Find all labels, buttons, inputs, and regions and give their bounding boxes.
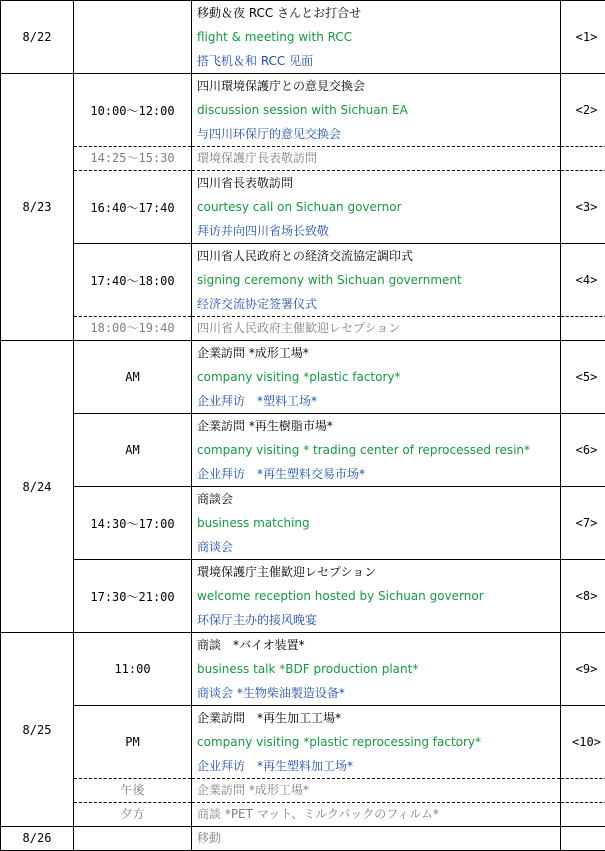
- time-cell: 16:40～17:40: [74, 171, 192, 244]
- event-title-en: flight & meeting with RCC: [197, 30, 353, 44]
- table-row: [1, 74, 605, 147]
- time-cell: [74, 1, 192, 74]
- event-title-cn: 企业拜访 *再生塑料交易市场*: [197, 467, 366, 481]
- date-cell: 8/25: [1, 633, 74, 827]
- time-cell: PM: [74, 706, 192, 779]
- event-title-en: courtesy call on Sichuan governor: [197, 200, 402, 214]
- time-cell: 14:30～17:00: [74, 487, 192, 560]
- event-title-ja: 環境保護庁主催歓迎レセプション: [197, 565, 377, 579]
- table-row: [1, 487, 605, 560]
- table-row: [1, 1, 605, 74]
- item-number: <6>: [561, 414, 605, 487]
- event-cell: 移動: [192, 827, 561, 851]
- event-title-en: company visiting *plastic reprocessing factory*: [197, 735, 482, 749]
- event-cell: 環境保護庁長表敬訪問: [192, 147, 561, 171]
- date-cell: 8/22: [1, 1, 74, 74]
- time-cell: AM: [74, 414, 192, 487]
- event-cell: [192, 487, 561, 560]
- event-title-cn: 商谈会 *生物柴油製造设备*: [197, 686, 345, 700]
- event-cell: [192, 633, 561, 706]
- item-number: [561, 827, 605, 851]
- event-title-en: company visiting * trading center of reprocessed resin*: [197, 443, 531, 457]
- table-row: [1, 341, 605, 414]
- time-cell: 17:30～21:00: [74, 560, 192, 633]
- time-cell: 11:00: [74, 633, 192, 706]
- table-row: [1, 560, 605, 633]
- event-cell: [192, 244, 561, 317]
- time-cell: AM: [74, 341, 192, 414]
- table-row: [1, 244, 605, 317]
- table-row: [1, 147, 605, 171]
- event-title-cn: 拜访并向四川省场长致敬: [197, 224, 330, 238]
- table-row: [1, 827, 605, 851]
- table-row: [1, 633, 605, 706]
- event-cell: [192, 1, 561, 74]
- event-cell: [192, 560, 561, 633]
- table-row: [1, 414, 605, 487]
- item-number: <4>: [561, 244, 605, 317]
- event-title-ja: 四川省長表敬訪問: [197, 176, 294, 190]
- event-cell: 商談 *PET マット、ミルクパックのフィルム*: [192, 803, 561, 827]
- event-cell: [192, 414, 561, 487]
- event-title-cn: 企业拜访 *塑料工场*: [197, 394, 318, 408]
- event-title-ja: 四川環境保護庁との意見交換会: [197, 79, 366, 93]
- event-title-ja: 商談会: [197, 492, 234, 506]
- table-row: [1, 779, 605, 803]
- date-cell: 8/26: [1, 827, 74, 851]
- event-title-ja: 企業訪問 *再生樹脂市場*: [197, 419, 333, 433]
- item-number: <8>: [561, 560, 605, 633]
- item-number: [561, 779, 605, 803]
- table-row: [1, 803, 605, 827]
- time-cell: 14:25～15:30: [74, 147, 192, 171]
- event-title-en: business matching: [197, 516, 310, 530]
- item-number: [561, 803, 605, 827]
- item-number: <2>: [561, 74, 605, 147]
- event-title-ja: 商談 *バイオ装置*: [197, 638, 305, 652]
- event-cell: [192, 171, 561, 244]
- event-cell: [192, 341, 561, 414]
- time-cell: 18:00～19:40: [74, 317, 192, 341]
- time-cell: 午後: [74, 779, 192, 803]
- event-title-ja: 企業訪問 *成形工場*: [197, 346, 309, 360]
- event-cell: 企業訪問 *成形工場*: [192, 779, 561, 803]
- event-title-cn: 与四川环保厅的意见交换会: [197, 127, 342, 141]
- event-title-en: welcome reception hosted by Sichuan governor: [197, 589, 484, 603]
- event-title-ja: 企業訪問 *再生加工工場*: [197, 711, 342, 725]
- event-title-ja: 移動＆夜 RCC さんとお打合せ: [197, 6, 362, 20]
- item-number: <3>: [561, 171, 605, 244]
- time-cell: 10:00～12:00: [74, 74, 192, 147]
- event-title-cn: 搭飞机＆和 RCC 见面: [197, 54, 314, 68]
- item-number: [561, 317, 605, 341]
- event-title-en: business talk *BDF production plant*: [197, 662, 419, 676]
- event-cell: [192, 74, 561, 147]
- item-number: [561, 147, 605, 171]
- item-number: <5>: [561, 341, 605, 414]
- event-cell: 四川省人民政府主催歓迎レセプション: [192, 317, 561, 341]
- event-title-cn: 商谈会: [197, 540, 234, 554]
- date-cell: 8/23: [1, 74, 74, 341]
- date-cell: 8/24: [1, 341, 74, 633]
- event-title-ja: 四川省人民政府との経済交流協定調印式: [197, 249, 414, 263]
- event-title-cn: 经济交流协定签署仪式: [197, 297, 318, 311]
- item-number: <10>: [561, 706, 605, 779]
- item-number: <1>: [561, 1, 605, 74]
- event-title-en: company visiting *plastic factory*: [197, 370, 401, 384]
- event-title-cn: 企业拜访 *再生塑料加工场*: [197, 759, 354, 773]
- table-row: [1, 706, 605, 779]
- event-title-en: signing ceremony with Sichuan government: [197, 273, 462, 287]
- time-cell: 夕方: [74, 803, 192, 827]
- item-number: <9>: [561, 633, 605, 706]
- event-title-cn: 环保厅主办的接风晚宴: [197, 613, 318, 627]
- table-row: [1, 171, 605, 244]
- event-title-en: discussion session with Sichuan EA: [197, 103, 408, 117]
- time-cell: [74, 827, 192, 851]
- time-cell: 17:40～18:00: [74, 244, 192, 317]
- item-number: <7>: [561, 487, 605, 560]
- table-row: [1, 317, 605, 341]
- event-cell: [192, 706, 561, 779]
